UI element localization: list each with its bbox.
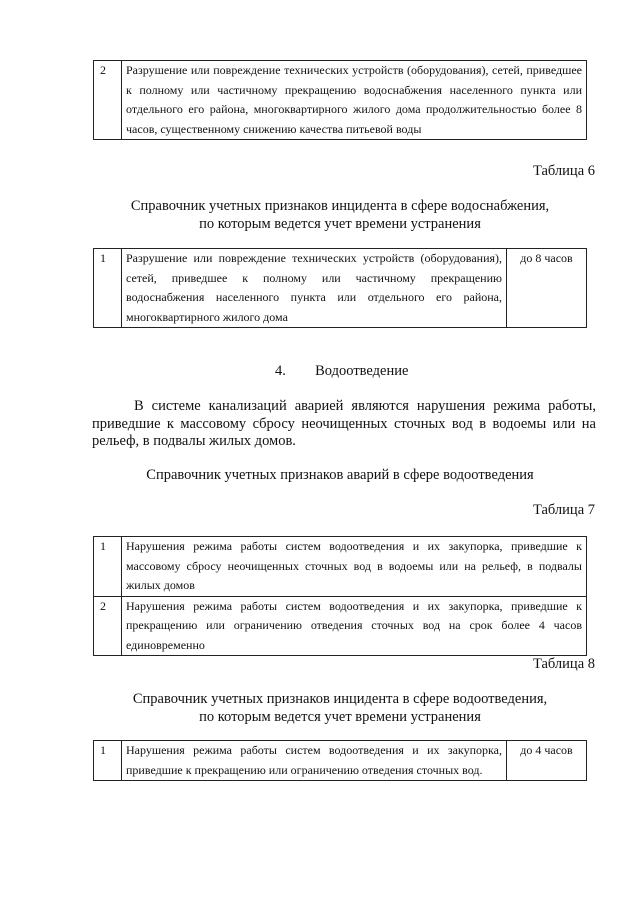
row-number: 2 [94, 596, 122, 656]
table-6 [93, 248, 587, 328]
caption-line: по которым ведется учет времени устранения [199, 216, 481, 232]
caption-line: по которым ведется учет времени устранения [199, 709, 481, 725]
row-number: 2 [94, 61, 122, 140]
table-6-caption [60, 197, 620, 233]
row-time: до 4 часов [507, 741, 587, 781]
table-6-label: Таблица 6 [532, 163, 595, 179]
table-row [94, 741, 587, 781]
section-heading [275, 363, 408, 380]
row-text: Нарушения режима работы систем водоотведения и их закупорка, приведшие к массовому сбросу неочищенных сточных вод в водоемы или на рельеф, в подвалы жилых домов [122, 537, 587, 597]
section-number: 4. [275, 363, 286, 379]
table-8-caption [60, 690, 620, 726]
table-8 [93, 740, 587, 781]
row-text: Нарушения режима работы систем водоотведения и их закупорка, приведшие к прекращению или ограничению отведения сточных вод на срок более 4 часов единовременно [122, 596, 587, 656]
row-text: Разрушение или повреждение технических устройств (оборудования), сетей, приведшее к полному или частичному прекращению водоснабжения населенного пункта или отдельного его района, многоквартирного жилого дома продолжительностью более 8 часов, существенному снижению качества питьевой воды [122, 61, 587, 140]
row-text: Разрушение или повреждение технических устройств (оборудования), сетей, приведшее к полному или частичному прекращению водоснабжения населенного пункта или отдельного его района, многоквартирного жилого дома [122, 249, 507, 328]
row-text: Нарушения режима работы систем водоотведения и их закупорка, приведшие к прекращению или ограничению отведения сточных вод. [122, 741, 507, 781]
table-water-accidents-continued [93, 60, 587, 140]
caption-line: Справочник учетных признаков инцидента в сфере водоотведения, [132, 691, 548, 707]
body-paragraph: В системе канализаций аварией являются нарушения режима работы, приведшие к массовому сбросу неочищенных сточных вод в водоемы или на рельеф, в подвалы жилых домов. [92, 398, 596, 449]
table-7-label: Таблица 7 [532, 502, 595, 518]
row-number: 1 [94, 249, 122, 328]
row-number: 1 [94, 741, 122, 781]
table-7 [93, 536, 587, 656]
table-7-caption: Справочник учетных признаков аварий в сфере водоотведения [146, 467, 534, 483]
caption-line: Справочник учетных признаков инцидента в сфере водоснабжения, [130, 198, 550, 214]
table-8-label: Таблица 8 [532, 656, 595, 672]
table-row [94, 537, 587, 597]
row-time: до 8 часов [507, 249, 587, 328]
table-row [94, 61, 587, 140]
table-row [94, 596, 587, 656]
row-number: 1 [94, 537, 122, 597]
section-title: Водоотведение [315, 363, 409, 379]
table-row [94, 249, 587, 328]
